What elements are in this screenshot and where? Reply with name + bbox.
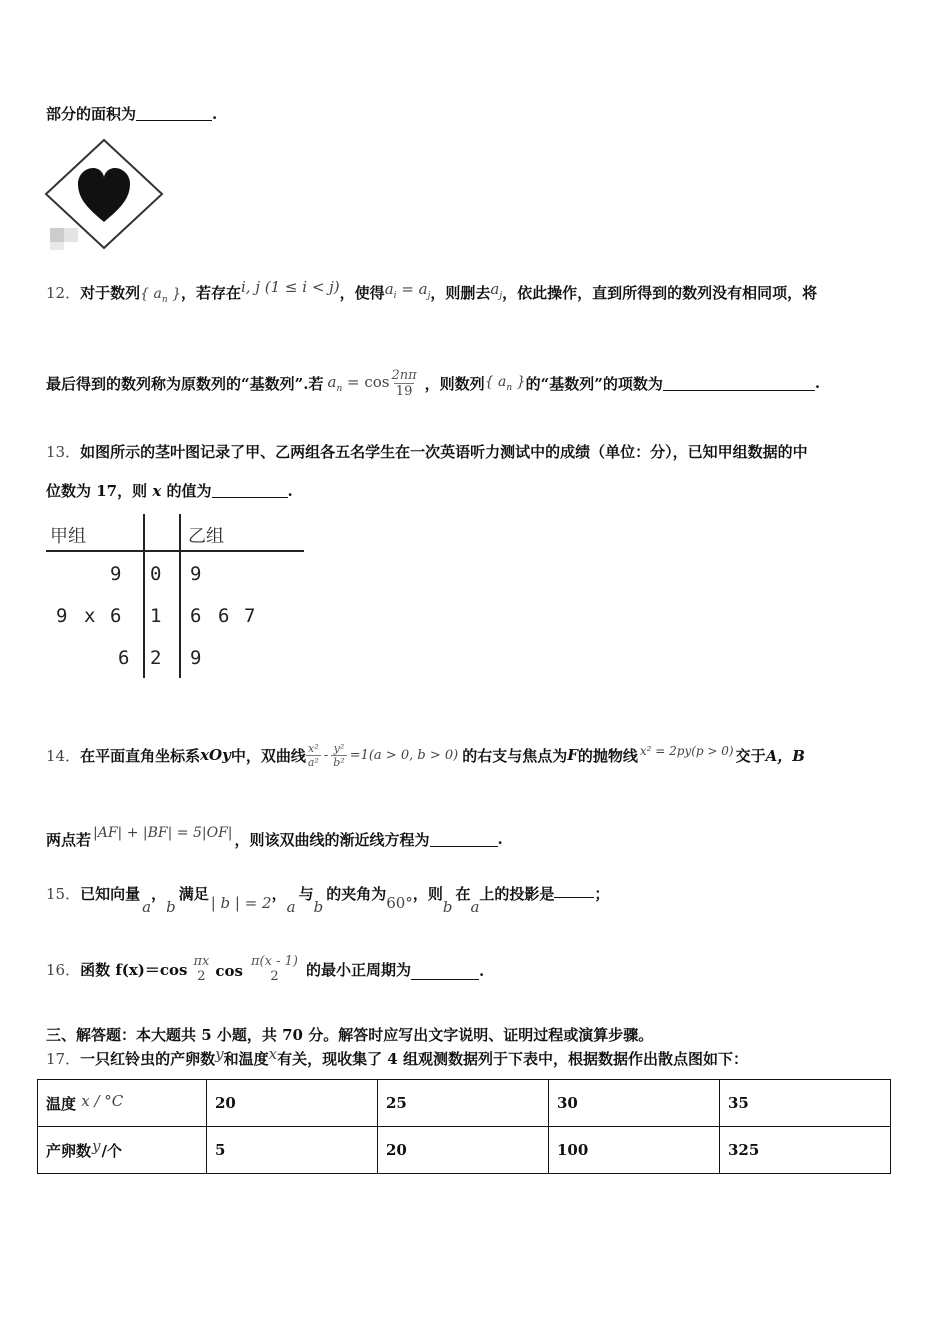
leaf-right: 9 — [190, 647, 202, 669]
q15-line: 15． 已知向量 a ， b 满足 | b | = 2 ， a 与 b 的夹角为 60° ，则 b 在 a 上的投影是 ； — [46, 885, 610, 916]
q13-line2: 位数为 17，则 x 的值为 . — [46, 482, 293, 500]
sequence-an: { $a_n$ } — [140, 286, 181, 305]
q12-line2: 最后得到的数列称为原数列的“基数列”.若 $a_n = \cos$ $\frac{2n\pi}{19}$ ，则数列 { $a_n$ } 的“基数列”的项数为 . — [46, 367, 821, 399]
leaf-right: 6 — [218, 605, 230, 627]
q14-line2: 两点若 |AF| + |BF| = 5|OF| ，则该双曲线的渐近线方程为 . — [46, 825, 503, 849]
q16-line: 16． 函数 f(x)＝cos πx 2 cos π(x - 1) 2 的最小正周期为 . — [46, 954, 485, 984]
table-cell: 100 — [549, 1127, 720, 1174]
group-a-header: 甲组 — [50, 526, 86, 547]
leaf-left-x: x — [84, 605, 96, 627]
table-row — [38, 1080, 891, 1127]
answer-blank — [136, 106, 212, 121]
stem-value: 1 — [150, 605, 162, 627]
answer-blank — [554, 883, 594, 898]
q14-line1: 14． 在平面直角坐标系 xOy 中，双曲线 $\frac{\text{x²}}{\text{a²}}$ - $\frac{\text{y²}}{\text{b²}}$ =1(a > 0, b > 0) 的右支与焦点为 F 的抛物线 x² = 2py(p > 0) 交于 A，B — [46, 741, 805, 769]
leaf-left: 9 — [56, 605, 68, 627]
q11-text: 部分的面积为 — [46, 105, 137, 123]
table-cell: 5 — [207, 1127, 378, 1174]
answer-blank — [663, 376, 815, 391]
table-cell: 25 — [378, 1080, 549, 1127]
table-row-header: 温度 x / °C — [38, 1080, 207, 1127]
table-cell: 20 — [378, 1127, 549, 1174]
fraction-2npi-19: $\frac{2n\pi}{19}$ — [391, 367, 417, 399]
table-cell: 20 — [207, 1080, 378, 1127]
leaf-left: 6 — [110, 605, 122, 627]
aj-term: $a_j$ — [490, 280, 503, 301]
answer-blank — [411, 965, 479, 980]
parabola-equation: x² = 2py(p > 0) — [639, 744, 734, 758]
leaf-right: 9 — [190, 563, 202, 585]
leaf-right: 7 — [244, 605, 256, 627]
table-cell: 30 — [549, 1080, 720, 1127]
leaf-left: 6 — [118, 647, 130, 669]
section-3-heading: 三、解答题：本大题共 5 小题，共 70 分。解答时应写出文字说明、证明过程或演算步骤。 — [46, 1026, 654, 1044]
b-magnitude: | b | = 2 — [210, 894, 272, 912]
table-cell: 35 — [720, 1080, 891, 1127]
stem-value: 2 — [150, 647, 162, 669]
q17-line: 17．一只红铃虫的产卵数y和温度x有关，现收集了 4 组观测数据列于下表中，根据数据作出散点图如下： — [46, 1045, 748, 1068]
table-cell: 325 — [720, 1127, 891, 1174]
q13-line1: 13．如图所示的茎叶图记录了甲、乙两组各五名学生在一次英语听力测试中的成绩（单位：分），已知甲组数据的中 — [46, 443, 808, 461]
q11-line: 部分的面积为 . — [46, 105, 218, 123]
vector-b: b — [166, 898, 176, 916]
heart-shape — [78, 168, 130, 222]
scan-artifact — [50, 228, 64, 242]
vector-a: a — [142, 898, 152, 916]
angle-60: 60° — [386, 894, 413, 912]
hyperbola-x-term: $\frac{\text{x²}}{\text{a²}}$ — [307, 741, 319, 769]
an-formula: $a_n = \cos$ — [327, 372, 390, 394]
hyperbola-y-term: $\frac{\text{y²}}{\text{b²}}$ — [333, 741, 345, 769]
stem-value: 0 — [150, 563, 162, 585]
abs-equation: |AF| + |BF| = 5|OF| — [93, 825, 233, 841]
answer-blank — [430, 832, 498, 847]
table-row-header: 产卵数y/个 — [38, 1127, 207, 1174]
q12-line1: 12．对于数列{ $a_n$ }，若存在i, j (1 ≤ i < j)，使得$a_i = a_j$，则删去$a_j$，依此操作，直到所得到的数列没有相同项，将 — [46, 278, 818, 305]
group-b-header: 乙组 — [188, 526, 224, 547]
leaf-right: 6 — [190, 605, 202, 627]
ai-eq-aj: $a_i = a_j$ — [384, 280, 431, 301]
hyperbola-condition: =1(a > 0, b > 0) — [349, 747, 459, 763]
heart-in-diamond-figure — [42, 136, 166, 252]
stem-leaf-plot — [46, 512, 308, 680]
table-row — [38, 1127, 891, 1174]
fraction-pix1-2: π(x - 1) 2 — [250, 954, 298, 984]
observation-table — [37, 1079, 891, 1174]
fraction-pix-2: πx 2 — [193, 954, 210, 984]
answer-blank — [212, 483, 288, 498]
ij-condition: i, j (1 ≤ i < j) — [241, 278, 340, 296]
sequence-an: { $a_n$ } — [484, 373, 526, 393]
leaf-left: 9 — [110, 563, 122, 585]
